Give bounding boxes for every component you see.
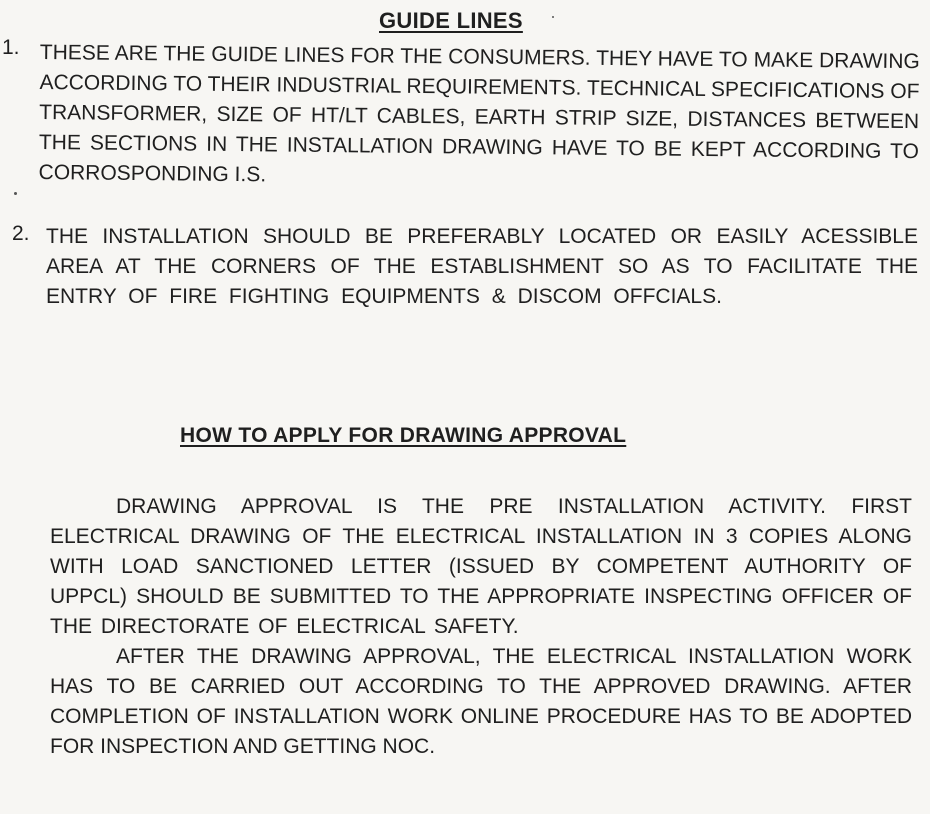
- how-to-apply-heading: HOW TO APPLY FOR DRAWING APPROVAL: [180, 424, 627, 447]
- scan-speck: [14, 192, 17, 195]
- list-item-number: 2.: [12, 222, 30, 245]
- guidelines-heading: GUIDE LINES: [379, 8, 523, 33]
- scan-speck: [552, 16, 554, 18]
- apply-paragraph: AFTER THE DRAWING APPROVAL, THE ELECTRICAL INSTALLATION WORK HAS TO BE CARRIED OUT ACCORDING TO THE APPROVED DRAWING. AFTER COMPLETION OF INSTALLATION WORK ONLINE PROCEDURE HAS TO BE ADOPTED FOR INSPECTION AND GETTING NOC.: [50, 645, 912, 758]
- apply-paragraph: DRAWING APPROVAL IS THE PRE INSTALLATION ACTIVITY. FIRST ELECTRICAL DRAWING OF THE ELECTRICAL INSTALLATION IN 3 COPIES ALONG WITH LOAD SANCTIONED LETTER (ISSUED BY COMPETENT AUTHORITY OF UPPCL) SHOULD BE SUBMITTED TO THE APPROPRIATE INSPECTING OFFICER OF THE DIRECTORATE OF ELECTRICAL SAFETY.: [50, 495, 912, 638]
- list-item-number: 1.: [2, 36, 20, 59]
- list-item-text: THESE ARE THE GUIDE LINES FOR THE CONSUMERS. THEY HAVE TO MAKE DRAWING ACCORDING TO THEIR INDUSTRIAL REQUIREMENTS. TECHNICAL SPECIFICATIONS OF TRANSFORMER, SIZE OF HT/LT CABLES, EARTH STRIP SIZE, DISTANCES BETWEEN THE SECTIONS IN THE INSTALLATION DRAWING HAVE TO BE KEPT ACCORDING TO CORROSPONDING I.S.: [38, 40, 920, 187]
- list-item-text: THE INSTALLATION SHOULD BE PREFERABLY LOCATED OR EASILY ACESSIBLE AREA AT THE CORNERS OF THE ESTABLISHMENT SO AS TO FACILITATE THE ENTRY OF FIRE FIGHTING EQUIPMENTS & DISCOM OFFCIALS.: [46, 225, 918, 308]
